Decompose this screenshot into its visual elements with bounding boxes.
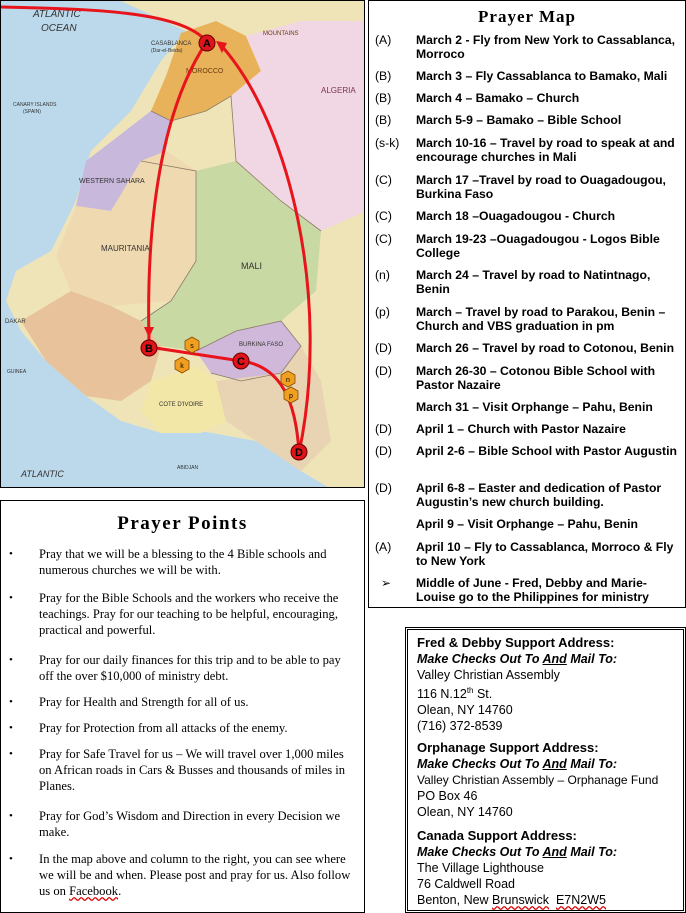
itinerary-text: April 6-8 – Easter and dedication of Pastor Augustin’s new church building. — [416, 481, 662, 509]
label-abidjan: ABIDJAN — [177, 465, 199, 471]
bullet-icon: • — [9, 592, 13, 604]
label-dar-el-beida: (Dar-el-Beida) — [151, 48, 183, 54]
itinerary-text: April 2-6 – Bible School with Pastor Augustin — [416, 444, 677, 458]
orphanage-line1: Valley Christian Assembly – Orphanage Fund — [417, 773, 659, 787]
prayer-point-text: Pray for the Bible Schools and the workers who receive the teachings. Pray for our teaching to be helpful, encouraging, practical and powerful. — [39, 591, 339, 637]
fred-street-end: St. — [473, 687, 493, 702]
make-checks-text: Make Checks Out To — [417, 845, 540, 859]
label-guinea: GUINEA — [7, 369, 27, 375]
make-checks-text: Make Checks Out To — [417, 652, 540, 666]
orphanage-line2: PO Box 46 — [417, 789, 478, 803]
label-burkina-faso: BURKINA FASO — [239, 342, 284, 348]
fred-line3: Olean, NY 14760 — [417, 703, 513, 718]
bullet-icon: • — [9, 810, 13, 822]
canada-address — [417, 828, 679, 908]
itinerary-code: (p) — [375, 305, 390, 319]
itinerary-code: (s-k) — [375, 136, 400, 150]
and-text: And — [542, 652, 567, 666]
orphanage-address — [417, 740, 679, 820]
itinerary-code: (C) — [375, 209, 392, 223]
itinerary-code: (A) — [375, 540, 392, 554]
itinerary-text: March 5-9 – Bamako – Bible School — [416, 113, 622, 127]
itinerary-code: (A) — [375, 33, 392, 47]
prayer-point-text: Pray that we will be a blessing to the 4 Bible schools and numerous churches we will be with. — [39, 547, 327, 577]
prayer-point-text — [39, 851, 354, 899]
itinerary-code: (B) — [375, 69, 392, 83]
canada-line2: 76 Caldwell Road — [417, 877, 515, 891]
label-morocco: MOROCCO — [186, 68, 224, 75]
canada-checks-line — [417, 844, 679, 860]
itinerary-text: April 1 – Church with Pastor Nazaire — [416, 422, 626, 436]
bullet-icon: • — [9, 853, 13, 865]
itinerary-title: Prayer Map — [478, 7, 576, 26]
orphanage-checks-line — [417, 756, 679, 772]
itinerary-text: March 17 –Travel by road to Ouagadougou, Burkina Faso — [416, 173, 666, 201]
label-atlantic-bottom: ATLANTIC — [21, 469, 64, 479]
itinerary-text: April 9 – Visit Orphange – Pahu, Benin — [416, 517, 638, 531]
fred-line1: Valley Christian Assembly — [417, 668, 560, 682]
map-svg — [1, 1, 365, 488]
label-mauritania: MAURITANIA — [101, 244, 150, 253]
itinerary-code: (B) — [375, 91, 392, 105]
mail-to-text: Mail To: — [570, 845, 618, 859]
hex-label-k: k — [180, 363, 184, 370]
itinerary-code: (D) — [375, 444, 392, 458]
prayer-points-title: Prayer Points — [117, 513, 248, 534]
canada-postal-code: E7N2W5 — [555, 893, 606, 907]
itinerary-text: March 26 – Travel by road to Cotonou, Benin — [416, 341, 675, 355]
label-spain: (SPAIN) — [23, 109, 41, 115]
label-cote-divoire: COTE D'IVOIRE — [159, 402, 204, 408]
and-text: And — [542, 845, 567, 859]
marker-c-label: C — [237, 356, 245, 368]
itinerary-text: March 3 – Fly Cassablanca to Bamako, Mali — [416, 69, 668, 83]
itinerary-code: (D) — [375, 364, 392, 378]
label-western-sahara: WESTERN SAHARA — [79, 178, 145, 185]
prayer-point-text: Pray for our daily finances for this trip and to be able to pay off the over $10,000 of ministry debt. — [39, 653, 341, 683]
hex-label-p: p — [289, 393, 293, 400]
itinerary-code: (B) — [375, 113, 392, 127]
label-mali: MALI — [241, 261, 263, 271]
marker-d-label: D — [295, 447, 303, 459]
itinerary-code: (n) — [375, 268, 390, 282]
fred-debby-heading: Fred & Debby Support Address: — [417, 635, 615, 650]
itinerary-text: March 18 –Ouagadougou - Church — [416, 209, 616, 223]
itinerary-code: (C) — [375, 232, 392, 246]
itinerary-text: March 26-30 – Cotonou Bible School with Pastor Nazaire — [416, 364, 656, 392]
bullet-icon: • — [9, 748, 13, 760]
canada-line3 — [417, 892, 679, 908]
prayer-point-text: Pray for Health and Strength for all of us. — [39, 695, 249, 709]
orphanage-heading: Orphanage Support Address: — [417, 740, 599, 755]
facebook-link[interactable]: Facebook — [69, 884, 119, 898]
itinerary-text: March 4 – Bamako – Church — [416, 91, 580, 105]
itinerary-text: Middle of June - Fred, Debby and Marie-Louise go to the Philippines for ministry — [416, 576, 649, 604]
label-casablanca: CASABLANCA — [151, 41, 192, 47]
itinerary-text: March 2 - Fly from New York to Cassablanca, Morroco — [416, 33, 675, 61]
itinerary-text: March – Travel by road to Parakou, Benin – Church and VBS graduation in pm — [416, 305, 666, 333]
label-atlantic: ATLANTIC — [33, 9, 81, 20]
fred-phone: (716) 372-8539 — [417, 719, 503, 734]
prayer-map-image — [0, 0, 365, 488]
and-text: And — [542, 757, 567, 771]
fred-line2 — [417, 683, 679, 702]
mail-to-text: Mail To: — [570, 757, 618, 771]
prayer-points-panel — [0, 500, 365, 913]
fred-street-sup: th — [466, 686, 474, 695]
canada-province: Brunswick — [492, 893, 550, 907]
support-addresses-box — [405, 627, 686, 913]
itinerary-text: March 19-23 –Ouagadougou - Logos Bible College — [416, 232, 660, 260]
fred-debby-address — [417, 635, 679, 734]
orphanage-line3: Olean, NY 14760 — [417, 805, 513, 819]
mail-to-text: Mail To: — [570, 652, 618, 666]
itinerary-text: April 10 – Fly to Cassablanca, Morroco & Fly to New York — [416, 540, 674, 568]
bullet-icon: • — [9, 548, 13, 560]
prayer-point-text: Pray for God’s Wisdom and Direction in every Decision we make. — [39, 809, 341, 839]
fred-checks-line — [417, 651, 679, 667]
fred-street: 116 N.12 — [417, 687, 467, 702]
itinerary-code: (D) — [375, 341, 392, 355]
itinerary-code: (D) — [375, 481, 392, 495]
prayer-point-text: Pray for Safe Travel for us – We will travel over 1,000 miles on African roads in Cars & Busses and thousands of miles in Planes. — [39, 747, 346, 793]
itinerary-code: (D) — [375, 422, 392, 436]
canada-spacer — [549, 893, 556, 907]
itinerary-code: (C) — [375, 173, 392, 187]
canada-city: Benton, New — [417, 893, 493, 907]
itinerary-text: March 24 – Travel by road to Natintnago, Benin — [416, 268, 651, 296]
marker-a-label: A — [203, 38, 211, 50]
marker-b-label: B — [145, 343, 153, 355]
bullet-icon: • — [9, 696, 13, 708]
bullet-icon: • — [9, 722, 13, 734]
canada-heading: Canada Support Address: — [417, 828, 577, 843]
prayer-point-text: Pray for Protection from all attacks of the enemy. — [39, 721, 288, 735]
make-checks-text: Make Checks Out To — [417, 757, 540, 771]
itinerary-arrow-icon: ➢ — [381, 576, 392, 590]
bullet-icon: • — [9, 654, 13, 666]
label-algeria: ALGERIA — [321, 86, 356, 95]
itinerary-text: March 31 – Visit Orphange – Pahu, Benin — [416, 400, 653, 414]
prayer-map-itinerary — [368, 0, 686, 608]
label-mountains: MOUNTAINS — [263, 31, 299, 37]
label-ocean: OCEAN — [41, 23, 77, 34]
itinerary-text: March 10-16 – Travel by road to speak at and encourage churches in Mali — [416, 136, 675, 164]
canada-line1: The Village Lighthouse — [417, 861, 544, 875]
hex-label-s: s — [190, 343, 194, 350]
hex-label-n: n — [286, 377, 290, 384]
label-dakar: DAKAR — [5, 319, 26, 325]
prayer-point-last-suffix: . — [118, 884, 122, 898]
label-canary-islands: CANARY ISLANDS — [13, 102, 57, 108]
prayer-point-last-text: In the map above and column to the right, you can see where we will be and when. Please post and pray for us. Also follow us on — [39, 852, 351, 898]
